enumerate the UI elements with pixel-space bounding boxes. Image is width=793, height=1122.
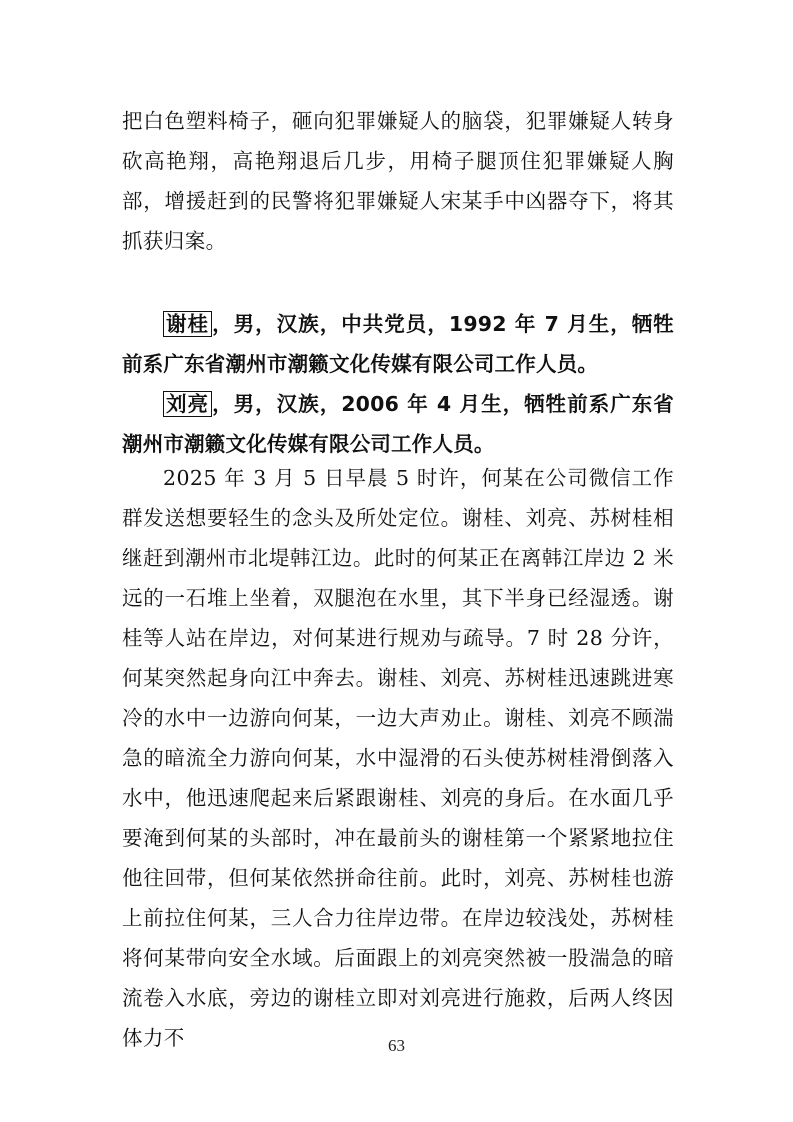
bio-liu-liang	[122, 384, 674, 464]
rescue-narrative-paragraph: 2025 年 3 月 5 日早晨 5 时许，何某在公司微信工作群发送想要轻生的念头及所处定位。谢桂、刘亮、苏树桂相继赶到潮州市北堤韩江边。此时的何某正在离韩江岸边 2 米远的一石堆上坐着，双腿泡在水里，其下半身已经湿透。谢桂等人站在岸边，对何某进行规劝与疏导。7 时 28 分许，何某突然起身向江中奔去。谢桂、刘亮、苏树桂迅速跳进寒冷的水中一边游向何某，一边大声劝止。谢桂、刘亮不顾湍急的暗流全力游向何某，水中湿滑的石头使苏树桂滑倒落入水中，他迅速爬起来后紧跟谢桂、刘亮的身后。在水面几乎要淹到何某的头部时，冲在最前头的谢桂第一个紧紧地拉住他往回带，但何某依然拼命往前。此时，刘亮、苏树桂也游上前拉住何某，三人合力往岸边带。在岸边较浅处，苏树桂将何某带向安全水域。后面跟上的刘亮突然被一股湍急的暗流卷入水底，旁边的谢桂立即对刘亮进行施救，后两人终因体力不	[122, 466, 674, 1050]
bio-text: ，男，汉族，2006 年 4 月生，牺牲前系广东省潮州市潮籁文化传媒有限公司工作人员。	[122, 392, 674, 456]
name-box-liu-liang: 刘亮	[163, 391, 212, 417]
bio-xie-gui	[122, 304, 674, 384]
bio-text: ，男，汉族，中共党员，1992 年 7 月生，牺牲前系广东省潮州市潮籁文化传媒有限公司工作人员。	[122, 312, 674, 376]
name-box-xie-gui: 谢桂	[163, 311, 212, 337]
intro-paragraph: 把白色塑料椅子，砸向犯罪嫌疑人的脑袋，犯罪嫌疑人转身砍高艳翔，高艳翔退后几步，用椅子腿顶住犯罪嫌疑人胸部，增援赶到的民警将犯罪嫌疑人宋某手中凶器夺下，将其抓获归案。	[122, 109, 674, 253]
page-number: 63	[388, 1036, 405, 1055]
